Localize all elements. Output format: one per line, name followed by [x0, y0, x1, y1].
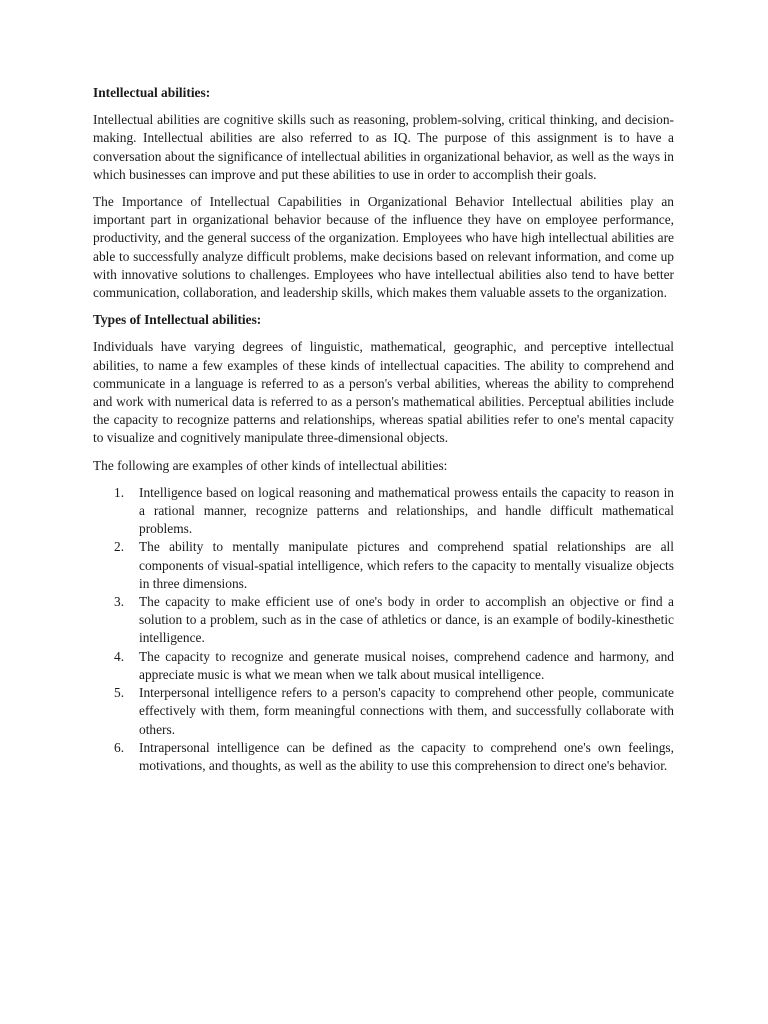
paragraph-importance: The Importance of Intellectual Capabilities in Organizational Behavior Intellectual abilities play an important part in organizational behavior because of the influence they have on employee performance, productivity, and the general success of the organization. Employees who have high intellectual abilities are able to successfully analyze difficult problems, make decisions based on relevant information, and come up with innovative solutions to challenges. Employees who have intellectual abilities also tend to have better communication, collaboration, and leadership skills, which makes them valuable assets to the organization.: [93, 194, 674, 301]
list-item-number: 1.: [114, 484, 125, 500]
list-item-number: 3.: [114, 594, 125, 610]
list-item-number: 5.: [114, 685, 125, 701]
paragraph-list-intro: The following are examples of other kinds of intellectual abilities:: [93, 457, 448, 473]
list-item-text: Interpersonal intelligence refers to a person's capacity to comprehend other people, communicate effectively with them, form meaningful connections with them, and successfully collaborate with others.: [139, 685, 674, 737]
list-item-text: The capacity to make efficient use of one's body in order to accomplish an objective or find a solution to a problem, such as in the case of athletics or dance, is an example of bodily-kinesthetic intelligence.: [139, 594, 674, 646]
list-item-number: 6.: [114, 739, 125, 755]
list-item-text: Intrapersonal intelligence can be defined as the capacity to comprehend one's own feelings, motivations, and thoughts, as well as the ability to use this comprehension to direct one's behavior.: [139, 739, 674, 773]
list-item: [93, 538, 674, 593]
list-item-number: 4.: [114, 648, 125, 664]
list-item: [93, 684, 674, 739]
list-item-text: The ability to mentally manipulate pictures and comprehend spatial relationships are all components of visual-spatial intelligence, which refers to the capacity to mentally visualize objects in three dimensions.: [139, 539, 674, 591]
list-item: [93, 648, 674, 684]
paragraph-types: Individuals have varying degrees of linguistic, mathematical, geographic, and perceptive intellectual abilities, to name a few examples of these kinds of intellectual capacities. The ability to comprehend and communicate in a language is referred to as a person's verbal abilities, whereas the ability to comprehend and work with numerical data is referred to as a person's mathematical abilities. Perceptual abilities include the capacity to recognize patterns and relationships, whereas spatial abilities refer to one's mental capacity to visualize and cognitively manipulate three-dimensional objects.: [93, 339, 674, 446]
list-item: [93, 484, 674, 539]
list-item: [93, 739, 674, 775]
document-page: [93, 84, 674, 775]
paragraph-introduction: Intellectual abilities are cognitive skills such as reasoning, problem-solving, critical thinking, and decision-making. Intellectual abilities are also referred to as IQ. The purpose of this assignment is to have a conversation about the significance of intellectual abilities in organizational behavior, as well as the ways in which businesses can improve and put these abilities to use in order to accomplish their goals.: [93, 112, 674, 182]
list-item-number: 2.: [114, 539, 125, 555]
heading-types-of-intellectual-abilities: Types of Intellectual abilities:: [93, 312, 262, 328]
heading-intellectual-abilities: Intellectual abilities:: [93, 85, 211, 100]
list-item-text: Intelligence based on logical reasoning and mathematical prowess entails the capacity to reason in a rational manner, recognize patterns and relationships, and handle difficult mathematical problems.: [139, 484, 674, 537]
list-item-text: The capacity to recognize and generate musical noises, comprehend cadence and harmony, and appreciate music is what we mean when we talk about musical intelligence.: [139, 648, 674, 682]
list-item: [93, 593, 674, 648]
abilities-list: [93, 484, 674, 775]
